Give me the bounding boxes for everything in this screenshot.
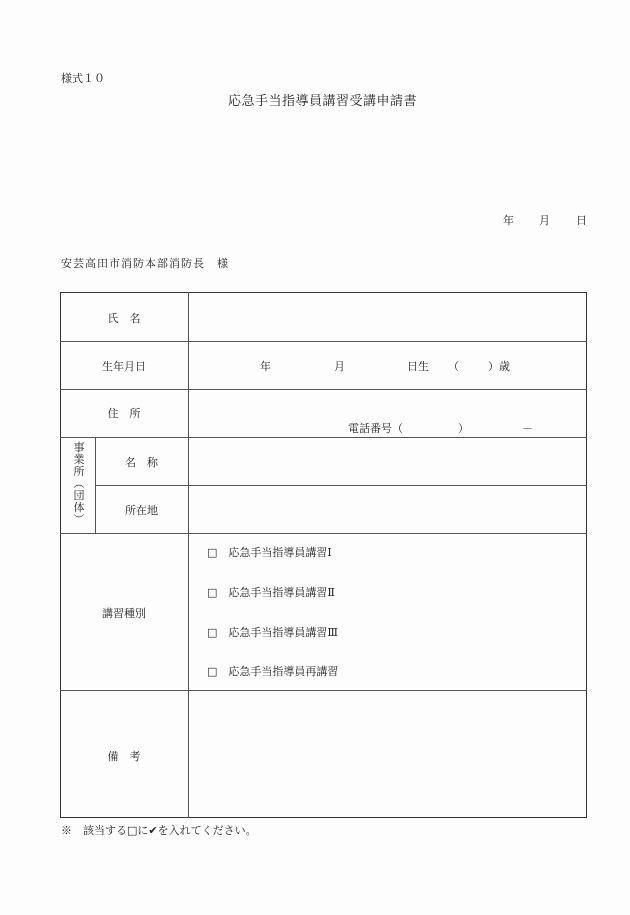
birthdate-label: 生年月日	[102, 360, 146, 373]
checkbox-icon[interactable]: □	[207, 546, 218, 559]
page-title: 応急手当指導員講習受講申請書	[228, 94, 418, 109]
birth-day-label: 日生	[407, 360, 429, 373]
checkbox-icon[interactable]: □	[207, 626, 218, 639]
remarks-label: 備 考	[107, 750, 141, 763]
course-option-3[interactable]: □ 応急手当指導員講習Ⅲ	[207, 626, 339, 639]
form-number: 様式１０	[61, 72, 105, 85]
address-label: 住 所	[107, 407, 141, 420]
row-divider	[95, 485, 587, 486]
remarks-field[interactable]	[190, 692, 585, 816]
checkbox-icon[interactable]: □	[207, 586, 218, 599]
course-option-4[interactable]: □ 応急手当指導員再講習	[207, 665, 339, 678]
column-divider	[188, 292, 189, 818]
office-location-label: 所在地	[125, 504, 158, 517]
name-field[interactable]	[190, 294, 585, 339]
age-label: ）歳	[488, 360, 510, 373]
row-divider	[60, 690, 587, 691]
office-location-field[interactable]	[190, 487, 585, 531]
office-group-label: 事 業 所 ︵ 団 体 ︶	[73, 441, 85, 526]
course-option-2[interactable]: □ 応急手当指導員講習Ⅱ	[207, 586, 335, 599]
row-divider	[60, 389, 587, 390]
column-divider	[95, 437, 96, 533]
checkbox-icon[interactable]: □	[207, 665, 218, 678]
course-option-1[interactable]: □ 応急手当指導員講習Ⅰ	[207, 546, 332, 559]
row-divider	[60, 341, 587, 342]
date-day-label: 日	[576, 214, 587, 227]
birth-year-label: 年	[260, 360, 271, 373]
phone-paren-close: ）	[458, 422, 469, 435]
birth-month-label: 月	[334, 360, 345, 373]
date-year-label: 年	[503, 214, 514, 227]
phone-dash: －	[522, 422, 533, 435]
office-name-field[interactable]	[190, 439, 585, 483]
phone-label: 電話番号（	[348, 422, 403, 435]
footer-note: ※ 該当する□に✔を入れてください。	[61, 824, 257, 837]
date-month-label: 月	[539, 214, 550, 227]
age-paren-open: （	[448, 360, 459, 373]
office-name-label: 名 称	[125, 456, 158, 469]
row-divider	[60, 533, 587, 534]
addressee: 安芸高田市消防本部消防長 様	[61, 257, 229, 270]
course-type-label: 講習種別	[102, 607, 146, 620]
name-label: 氏 名	[107, 312, 141, 325]
row-divider	[60, 437, 587, 438]
